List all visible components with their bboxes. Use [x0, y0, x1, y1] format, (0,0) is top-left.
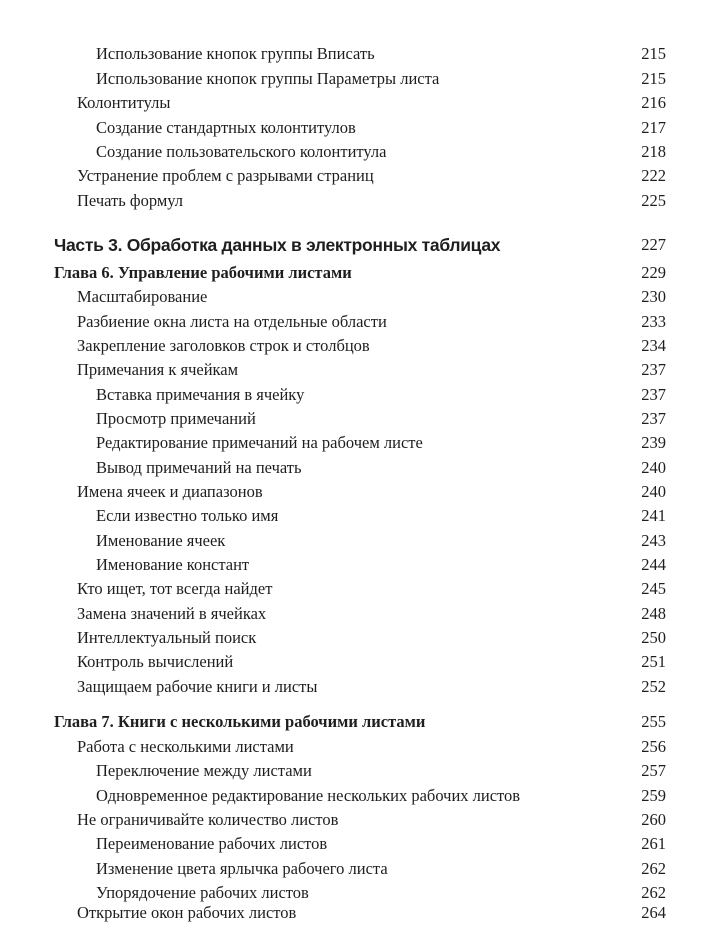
toc-entry-title: Колонтитулы: [77, 93, 171, 112]
toc-entry-title: Разбиение окна листа на отдельные области: [77, 312, 387, 331]
toc-chapter-heading: [0, 710, 711, 734]
toc-entry: [0, 42, 711, 66]
toc-entry-title: Именование ячеек: [96, 531, 226, 550]
chapter-title: Глава 6. Управление рабочими листами: [54, 263, 352, 282]
toc-entry-page: 222: [641, 166, 666, 185]
toc-entry: [0, 529, 711, 553]
toc-entry-title: Печать формул: [77, 191, 184, 210]
toc-entry: [0, 140, 711, 164]
toc-entry-page: 239: [641, 433, 666, 452]
toc-entry-title: Контроль вычислений: [77, 652, 234, 671]
toc-entry: [0, 456, 711, 480]
toc-entry-page: 256: [641, 737, 666, 756]
toc-entry-page: 257: [641, 761, 666, 780]
toc-entry-title: Открытие окон рабочих листов: [77, 903, 297, 922]
toc-entry-title: Кто ищет, тот всегда найдет: [77, 579, 273, 598]
toc-entry-page: 262: [641, 883, 666, 902]
toc-entry: [0, 504, 711, 528]
toc-entry-title: Если известно только имя: [96, 506, 279, 525]
toc-entry-title: Упорядочение рабочих листов: [96, 883, 309, 902]
toc-entry: [0, 650, 711, 674]
toc-entry: [0, 164, 711, 188]
toc-entry: [0, 383, 711, 407]
toc-entry-title: Масштабирование: [77, 287, 208, 306]
toc-entry-title: Вывод примечаний на печать: [96, 458, 302, 477]
toc-entry-page: 217: [641, 118, 666, 137]
toc-entry: [0, 189, 711, 213]
toc-entry: [0, 832, 711, 856]
toc-entry: [0, 759, 711, 783]
toc-entry-page: 248: [641, 604, 666, 623]
toc-chapter-heading: [0, 261, 711, 285]
toc-entry-page: 225: [641, 191, 666, 210]
toc-entry-title: Устранение проблем с разрывами страниц: [77, 166, 374, 185]
toc-entry-page: 227: [641, 235, 666, 254]
toc-entry: [0, 901, 711, 925]
toc-entry-page: 215: [641, 44, 666, 63]
toc-entry-page: 218: [641, 142, 666, 161]
toc-entry-title: Вставка примечания в ячейку: [96, 385, 305, 404]
toc-entry-page: 259: [641, 786, 666, 805]
toc-entry-title: Редактирование примечаний на рабочем листе: [96, 433, 423, 452]
toc-entry-title: Просмотр примечаний: [96, 409, 256, 428]
toc-entry-title: Именование констант: [96, 555, 250, 574]
toc-entry-title: Переименование рабочих листов: [96, 834, 328, 853]
toc-entry: [0, 358, 711, 382]
toc-entry-page: 240: [641, 482, 666, 501]
toc-entry: [0, 602, 711, 626]
toc-entry-title: Примечания к ячейкам: [77, 360, 239, 379]
toc-entry-title: Защищаем рабочие книги и листы: [77, 677, 318, 696]
toc-entry-title: Создание пользовательского колонтитула: [96, 142, 387, 161]
part-title: Часть 3. Обработка данных в электронных таблицах: [54, 235, 501, 255]
toc-entry-title: Переключение между листами: [96, 761, 312, 780]
toc-entry-page: 241: [641, 506, 666, 525]
toc-entry: [0, 577, 711, 601]
toc-entry-title: Не ограничивайте количество листов: [77, 810, 339, 829]
toc-entry: [0, 808, 711, 832]
toc-entry: [0, 431, 711, 455]
toc-entry-page: 262: [641, 859, 666, 878]
toc-entry-title: Создание стандартных колонтитулов: [96, 118, 356, 137]
toc-entry-page: 264: [641, 903, 666, 922]
toc-entry-page: 260: [641, 810, 666, 829]
toc-entry: [0, 626, 711, 650]
toc-entry: [0, 784, 711, 808]
toc-entry: [0, 334, 711, 358]
toc-entry-page: 237: [641, 360, 666, 379]
toc-entry: [0, 480, 711, 504]
toc-entry-page: 261: [641, 834, 666, 853]
toc-entry: [0, 67, 711, 91]
toc-entry-page: 240: [641, 458, 666, 477]
toc-entry: [0, 310, 711, 334]
toc-entry-page: 255: [641, 712, 666, 731]
toc-entry-page: 250: [641, 628, 666, 647]
toc-entry-title: Закрепление заголовков строк и столбцов: [77, 336, 370, 355]
toc-entry: [0, 116, 711, 140]
toc-entry-page: 243: [641, 531, 666, 550]
toc-entry-page: 251: [641, 652, 666, 671]
toc-entry-page: 234: [641, 336, 666, 355]
toc-entry: [0, 735, 711, 759]
toc-entry: [0, 407, 711, 431]
toc-entry-title: Использование кнопок группы Параметры листа: [96, 69, 440, 88]
toc-entry-title: Интеллектуальный поиск: [77, 628, 257, 647]
toc-entry-page: 237: [641, 385, 666, 404]
toc-entry: [0, 857, 711, 881]
toc-entry-page: 237: [641, 409, 666, 428]
toc-entry-title: Работа с несколькими листами: [77, 737, 294, 756]
toc-entry-title: Использование кнопок группы Вписать: [96, 44, 375, 63]
toc-part-heading: [0, 233, 711, 257]
toc-entry-title: Замена значений в ячейках: [77, 604, 267, 623]
toc-entry-title: Изменение цвета ярлычка рабочего листа: [96, 859, 388, 878]
toc-entry: [0, 553, 711, 577]
toc-entry-page: 216: [641, 93, 666, 112]
toc-entry-page: 252: [641, 677, 666, 696]
chapter-title: Глава 7. Книги с несколькими рабочими листами: [54, 712, 426, 731]
toc-entry-page: 244: [641, 555, 666, 574]
toc-entry-page: 233: [641, 312, 666, 331]
toc-entry-title: Одновременное редактирование нескольких рабочих листов: [96, 786, 521, 805]
toc-entry: [0, 91, 711, 115]
toc-entry-title: Имена ячеек и диапазонов: [77, 482, 263, 501]
toc-entry-page: 230: [641, 287, 666, 306]
toc-entry-page: 215: [641, 69, 666, 88]
toc-entry-page: 245: [641, 579, 666, 598]
toc-entry: [0, 285, 711, 309]
toc-entry: [0, 675, 711, 699]
toc-entry-page: 229: [641, 263, 666, 282]
